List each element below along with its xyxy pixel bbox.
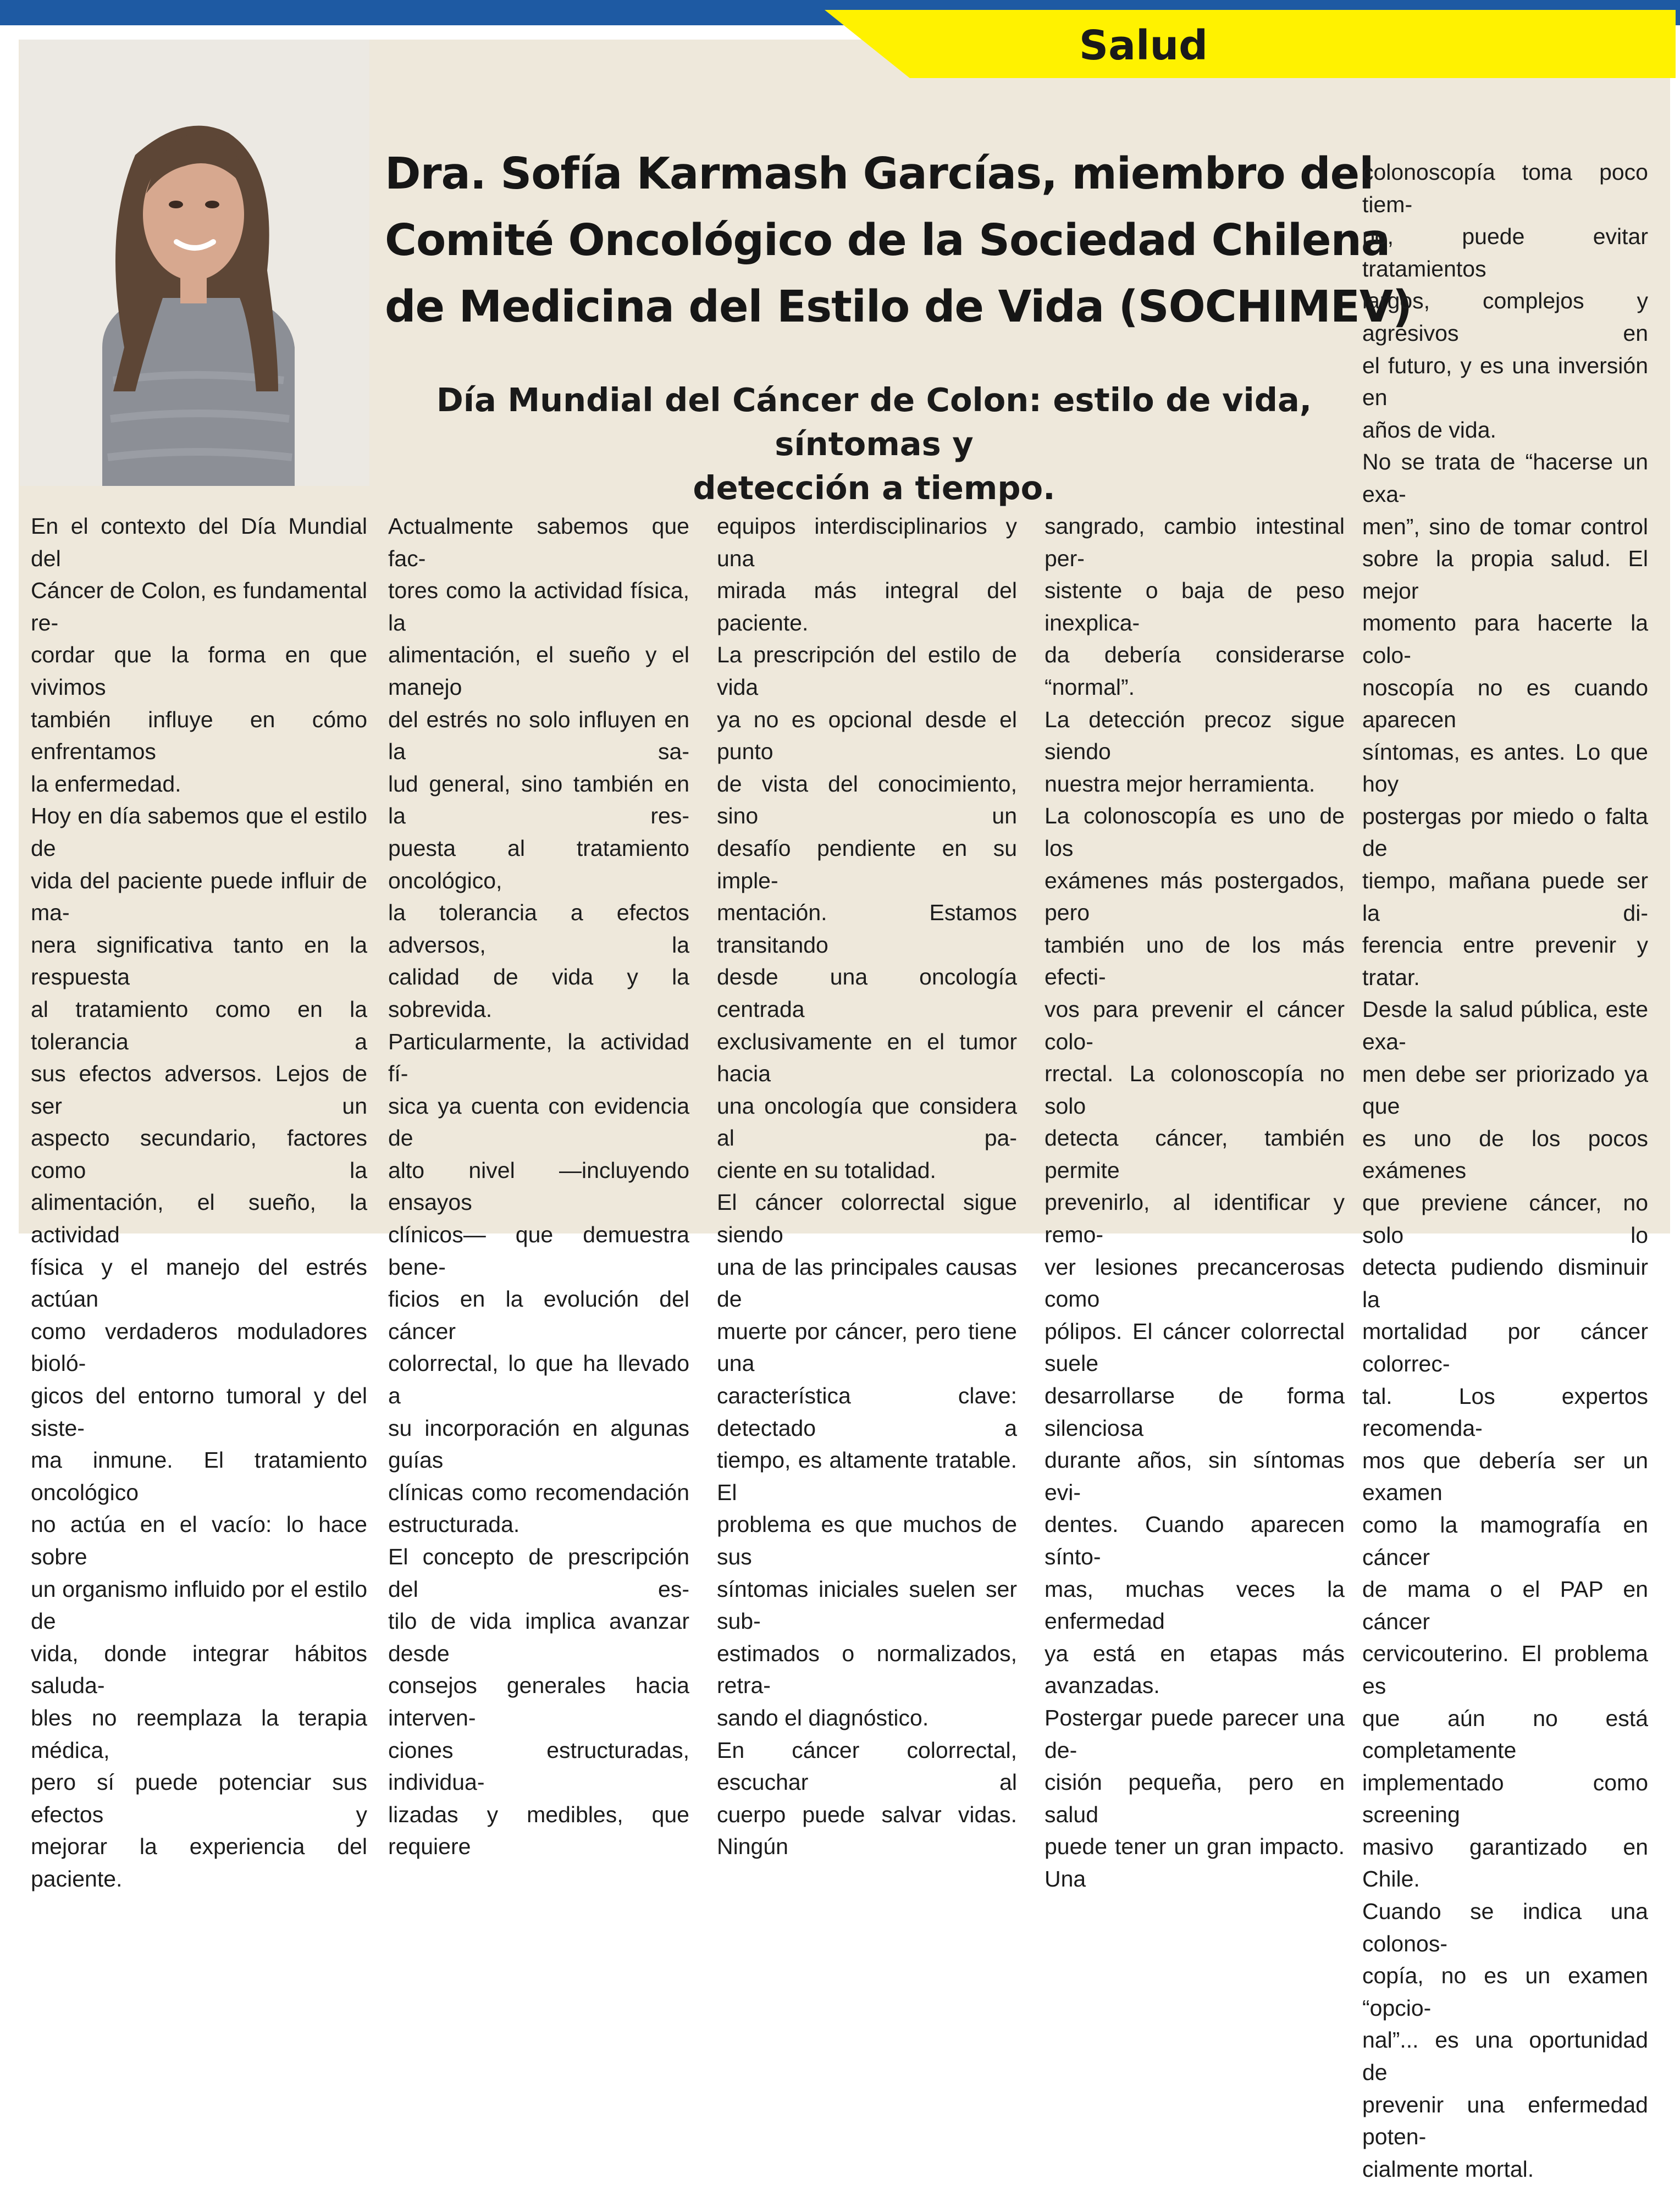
text-line: cuerpo puede salvar vidas. Ningún (717, 1801, 1017, 1860)
text-line: men”, sino de tomar control (1362, 513, 1648, 539)
text-line: que previene cáncer, no solo lo (1362, 1190, 1648, 1248)
text-line: La prescripción del estilo de vida (717, 642, 1017, 700)
text-line: sangrado, cambio intestinal per- (1045, 513, 1345, 571)
paragraph (388, 1541, 689, 1863)
text-line: tiempo, es altamente tratable. El (717, 1447, 1017, 1505)
text-line: cordar que la forma en que vivimos (31, 642, 367, 700)
text-line: no actúa en el vacío: lo hace sobre (31, 1512, 367, 1569)
paragraph (717, 1186, 1017, 1734)
text-line: mirada más integral del paciente. (717, 578, 1017, 635)
text-line: nuestra mejor herramienta. (1045, 771, 1316, 796)
paragraph (1362, 993, 1648, 1895)
text-line: equipos interdisciplinarios y una (717, 513, 1017, 571)
text-line: men debe ser priorizado ya que (1362, 1061, 1648, 1119)
text-line: ciones estructuradas, individua- (388, 1737, 689, 1795)
text-line: cervicouterino. El problema es (1362, 1641, 1648, 1699)
text-line: nera significativa tanto en la respuesta (31, 932, 367, 990)
text-line: exámenes más postergados, pero (1045, 867, 1345, 926)
paragraph (717, 1734, 1017, 1863)
paragraph (1362, 1895, 1648, 2185)
text-line: mejorar la experiencia del paciente. (31, 1834, 367, 1891)
text-line: cialmente mortal. (1362, 2156, 1534, 2182)
paragraph (1362, 156, 1648, 446)
text-line: tal. Los expertos recomenda- (1362, 1383, 1648, 1441)
paragraph (1045, 510, 1345, 800)
article-column-5 (1362, 156, 1648, 2185)
article-column-1 (31, 510, 367, 1895)
text-line: aspecto secundario, factores como la (31, 1125, 367, 1183)
paragraph (31, 800, 367, 1895)
text-line: tilo de vida implica avanzar desde (388, 1608, 689, 1666)
text-line: ferencia entre prevenir y tratar. (1362, 932, 1648, 990)
text-line: La colonoscopía es uno de los (1045, 803, 1345, 861)
text-line: la enfermedad. (31, 771, 181, 796)
section-banner (825, 10, 1676, 78)
text-line: vos para prevenir el cáncer colo- (1045, 996, 1345, 1054)
text-line: noscopía no es cuando aparecen (1362, 674, 1648, 733)
text-line: colonoscopía toma poco tiem- (1362, 159, 1648, 217)
text-line: ma inmune. El tratamiento oncológico (31, 1447, 367, 1505)
text-line: ver lesiones precancerosas como (1045, 1254, 1345, 1312)
subheadline (385, 378, 1363, 507)
paragraph (717, 510, 1017, 639)
text-line: masivo garantizado en Chile. (1362, 1834, 1648, 1892)
text-line: sando el diagnóstico. (717, 1705, 929, 1730)
text-line: un organismo influido por el estilo de (31, 1576, 367, 1634)
text-line: Hoy en día sabemos que el estilo de (31, 803, 367, 861)
text-line: dentes. Cuando aparecen sínto- (1045, 1512, 1345, 1569)
text-line: una de las principales causas de (717, 1254, 1017, 1312)
text-line: gicos del entorno tumoral y del siste- (31, 1383, 367, 1441)
subheadline-line: Día Mundial del Cáncer de Colon: estilo de vida, síntomas y (436, 381, 1312, 463)
text-line: prevenirlo, al identificar y remo- (1045, 1190, 1345, 1248)
text-line: ciente en su totalidad. (717, 1157, 936, 1183)
paragraph (388, 510, 689, 1026)
text-line: clínicas como recomendación (388, 1479, 689, 1505)
text-line: lizadas y medibles, que requiere (388, 1801, 689, 1860)
text-line: prevenir una enfermedad poten- (1362, 2092, 1648, 2150)
paragraph (717, 639, 1017, 1186)
text-line: nal”... es una oportunidad de (1362, 2027, 1648, 2086)
text-line: bles no reemplaza la terapia médica, (31, 1705, 367, 1763)
text-line: estructurada. (388, 1512, 520, 1537)
text-line: muerte por cáncer, pero tiene una (717, 1318, 1017, 1376)
text-line: colorrectal, lo que ha llevado a (388, 1351, 689, 1409)
text-line: una oncología que considera al pa- (717, 1093, 1017, 1151)
text-line: desarrollarse de forma silenciosa (1045, 1383, 1345, 1441)
portrait-illustration (20, 40, 369, 486)
text-line: la tolerancia a efectos adversos, la (388, 900, 689, 958)
text-line: En el contexto del Día Mundial del (31, 513, 367, 571)
text-line: ya está en etapas más avanzadas. (1045, 1640, 1345, 1699)
headline-line: de Medicina del Estilo de Vida (SOCHIMEV) (385, 281, 1412, 332)
text-line: Particularmente, la actividad fí- (388, 1028, 689, 1087)
text-line: po, puede evitar tratamientos (1362, 224, 1648, 281)
text-line: implementado como screening (1362, 1769, 1648, 1828)
paragraph (388, 1026, 689, 1541)
text-line: síntomas, es antes. Lo que hoy (1362, 739, 1648, 797)
text-line: sistente o baja de peso inexplica- (1045, 578, 1345, 635)
text-line: alimentación, el sueño y el manejo (388, 642, 689, 700)
text-line: largos, complejos y agresivos en (1362, 288, 1648, 346)
headline (385, 141, 1412, 339)
text-line: mos que debería ser un examen (1362, 1447, 1648, 1506)
text-line: pólipos. El cáncer colorrectal suele (1045, 1318, 1345, 1376)
text-line: Desde la salud pública, este exa- (1362, 997, 1648, 1055)
text-line: mentación. Estamos transitando (717, 900, 1017, 958)
text-line: también uno de los más efecti- (1045, 932, 1345, 990)
article-column-2 (388, 510, 689, 1863)
text-line: sobre la propia salud. El mejor (1362, 546, 1648, 604)
text-line: mortalidad por cáncer colorrec- (1362, 1319, 1648, 1376)
text-line: vida, donde integrar hábitos saluda- (31, 1640, 367, 1699)
text-line: No se trata de “hacerse un exa- (1362, 449, 1648, 507)
text-line: da debería considerarse “normal”. (1045, 642, 1345, 700)
text-line: sus efectos adversos. Lejos de ser un (31, 1061, 367, 1119)
article-column-3 (717, 510, 1017, 1863)
text-line: problema es que muchos de sus (717, 1512, 1017, 1569)
text-line: pero sí puede potenciar sus efectos y (31, 1769, 367, 1827)
headline-line: Comité Oncológico de la Sociedad Chilena (385, 215, 1390, 265)
subheadline-line: detección a tiempo. (693, 469, 1055, 507)
text-line: desde una oncología centrada (717, 964, 1017, 1022)
text-line: La detección precoz sigue siendo (1045, 706, 1345, 765)
text-line: que aún no está completamente (1362, 1705, 1648, 1763)
text-line: vida del paciente puede influir de ma- (31, 867, 367, 926)
text-line: En cáncer colorrectal, escuchar al (717, 1737, 1017, 1795)
text-line: consejos generales hacia interven- (388, 1673, 689, 1730)
text-line: alimentación, el sueño, la actividad (31, 1190, 367, 1248)
text-line: es uno de los pocos exámenes (1362, 1125, 1648, 1183)
text-line: Cuando se indica una colonos- (1362, 1899, 1648, 1956)
article-column-4 (1045, 510, 1345, 1895)
text-line: de vista del conocimiento, sino un (717, 771, 1017, 829)
paragraph (1362, 446, 1648, 993)
text-line: síntomas iniciales suelen ser sub- (717, 1576, 1017, 1634)
text-line: exclusivamente en el tumor hacia (717, 1028, 1017, 1087)
text-line: tiempo, mañana puede ser la di- (1362, 868, 1648, 926)
text-line: también influye en cómo enfrentamos (31, 706, 367, 765)
text-line: su incorporación en algunas guías (388, 1415, 689, 1473)
text-line: puesta al tratamiento oncológico, (388, 835, 689, 893)
text-line: cisión pequeña, pero en salud (1045, 1769, 1345, 1827)
text-line: clínicos— que demuestra bene- (388, 1222, 689, 1280)
text-line: ya no es opcional desde el punto (717, 706, 1017, 765)
text-line: puede tener un gran impacto. Una (1045, 1834, 1345, 1891)
text-line: ficios en la evolución del cáncer (388, 1286, 689, 1344)
text-line: detecta cáncer, también permite (1045, 1125, 1345, 1183)
text-line: alto nivel —incluyendo ensayos (388, 1157, 689, 1215)
text-line: mas, muchas veces la enfermedad (1045, 1576, 1345, 1634)
paragraph (31, 510, 367, 800)
text-line: calidad de vida y la sobrevida. (388, 964, 689, 1022)
text-line: de mama o el PAP en cáncer (1362, 1576, 1648, 1634)
text-line: durante años, sin síntomas evi- (1045, 1447, 1345, 1505)
author-photo (20, 40, 369, 486)
text-line: característica clave: detectado a (717, 1383, 1017, 1441)
text-line: Actualmente sabemos que fac- (388, 513, 689, 571)
text-line: copía, no es un examen “opcio- (1362, 1963, 1648, 2021)
text-line: Cáncer de Colon, es fundamental re- (31, 578, 367, 635)
text-line: postergas por miedo o falta de (1362, 803, 1648, 861)
text-line: desafío pendiente en su imple- (717, 835, 1017, 893)
section-title: Salud (1079, 22, 1208, 69)
text-line: momento para hacerte la colo- (1362, 610, 1648, 668)
text-line: al tratamiento como en la tolerancia a (31, 996, 367, 1054)
paragraph (1045, 800, 1345, 1702)
text-line: del estrés no solo influyen en la sa- (388, 706, 689, 765)
text-line: como la mamografía en cáncer (1362, 1512, 1648, 1570)
headline-line: Dra. Sofía Karmash Garcías, miembro del (385, 148, 1374, 199)
text-line: sica ya cuenta con evidencia de (388, 1093, 689, 1151)
text-line: años de vida. (1362, 417, 1496, 442)
text-line: física y el manejo del estrés actúan (31, 1254, 367, 1312)
text-line: rrectal. La colonoscopía no solo (1045, 1061, 1345, 1119)
paragraph (1045, 1702, 1345, 1895)
text-line: detecta pudiendo disminuir la (1362, 1254, 1648, 1312)
text-line: lud general, sino también en la res- (388, 771, 689, 829)
text-line: El concepto de prescripción del es- (388, 1544, 689, 1602)
text-line: Postergar puede parecer una de- (1045, 1705, 1345, 1763)
text-line: el futuro, y es una inversión en (1362, 352, 1648, 411)
text-line: tores como la actividad física, la (388, 578, 689, 635)
text-line: El cáncer colorrectal sigue siendo (717, 1190, 1017, 1248)
text-line: estimados o normalizados, retra- (717, 1640, 1017, 1699)
text-line: como verdaderos moduladores bioló- (31, 1318, 367, 1376)
